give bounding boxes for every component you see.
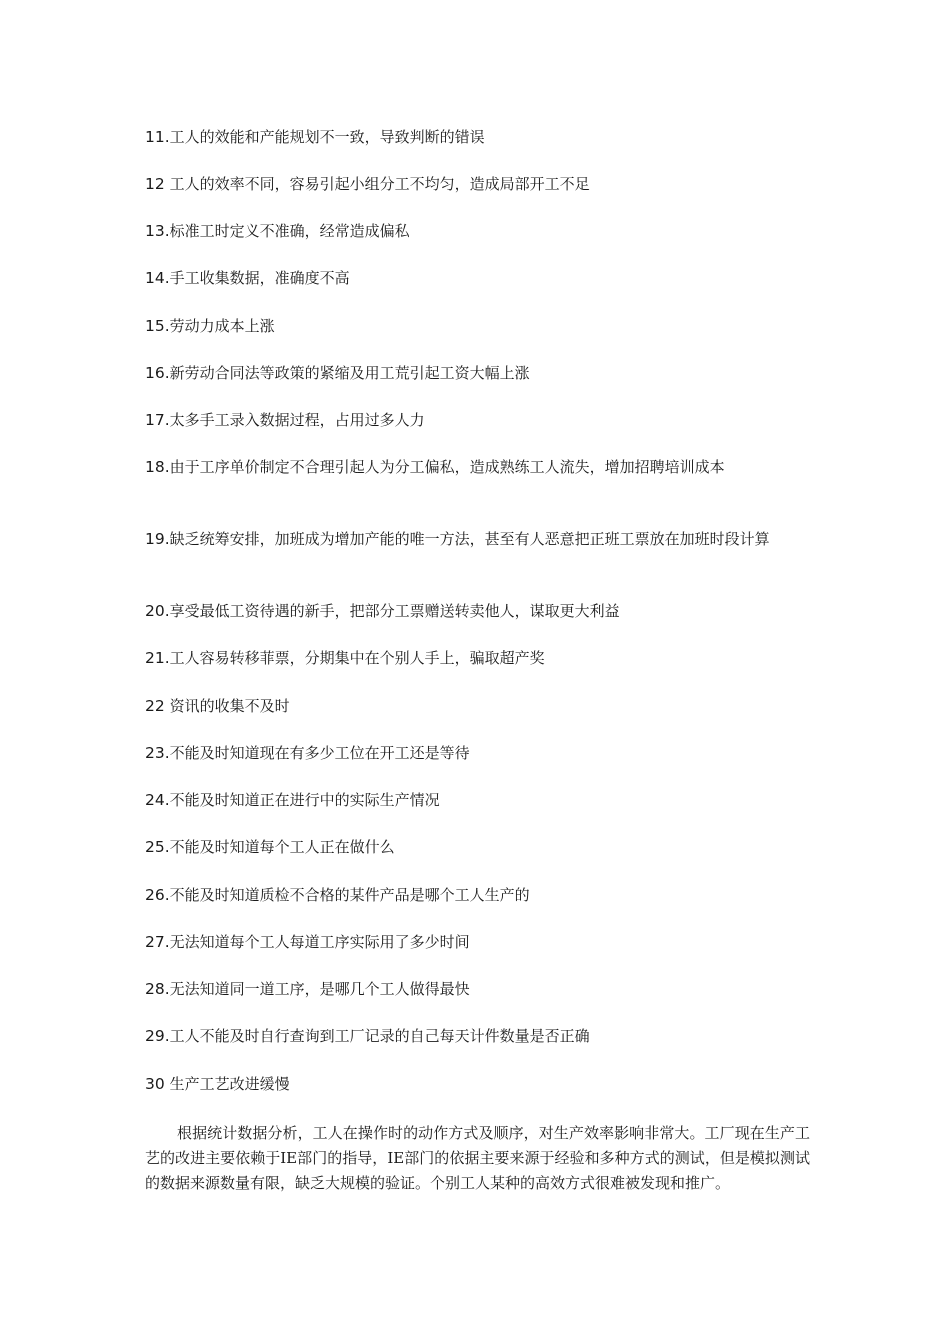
list-item	[145, 265, 810, 291]
item-number: 27.	[145, 933, 170, 951]
item-text: 标准工时定义不准确，经常造成偏私	[169, 222, 410, 240]
list-item	[145, 218, 810, 244]
list-item	[145, 976, 810, 1002]
item-text: 无法知道每个工人每道工序实际用了多少时间	[169, 933, 470, 951]
item-text: 工人的效能和产能规划不一致，导致判断的错误	[169, 128, 485, 146]
item-number: 18.	[145, 458, 170, 476]
item-number: 23.	[145, 744, 170, 762]
list-item	[145, 1071, 810, 1097]
list-item	[145, 929, 810, 955]
item-text: 手工收集数据，准确度不高	[169, 269, 350, 287]
item-number: 28.	[145, 980, 170, 998]
item-number: 14.	[145, 269, 170, 287]
item-text: 不能及时知道质检不合格的某件产品是哪个工人生产的	[169, 886, 530, 904]
item-number: 20.	[145, 602, 170, 620]
list-item	[145, 693, 810, 719]
item-number: 15.	[145, 317, 170, 335]
item-text: 由于工序单价制定不合理引起人为分工偏私，造成熟练工人流失，增加招聘培训成本	[169, 458, 725, 476]
item-number: 26.	[145, 886, 170, 904]
item-text: 不能及时知道现在有多少工位在开工还是等待	[169, 744, 470, 762]
item-number: 13.	[145, 222, 170, 240]
item-text: 生产工艺改进缓慢	[169, 1075, 290, 1093]
item-text: 缺乏统筹安排，加班成为增加产能的唯一方法，甚至有人恶意把正班工票放在加班时段计算	[169, 530, 770, 548]
list-item	[145, 124, 810, 150]
item-text: 工人的效率不同，容易引起小组分工不均匀，造成局部开工不足	[169, 175, 590, 193]
item-text: 资讯的收集不及时	[169, 697, 290, 715]
item-number: 11.	[145, 128, 170, 146]
item-text: 工人容易转移菲票，分期集中在个别人手上，骗取超产奖	[169, 649, 545, 667]
item-number: 16.	[145, 364, 170, 382]
item-text: 劳动力成本上涨	[169, 317, 275, 335]
list-item	[145, 598, 810, 624]
item-number: 25.	[145, 838, 170, 856]
list-item	[145, 407, 810, 433]
list-item	[145, 1023, 810, 1049]
item-text: 不能及时知道每个工人正在做什么	[169, 838, 395, 856]
list-item	[145, 313, 810, 339]
item-number: 19.	[145, 530, 170, 548]
body-paragraph: 根据统计数据分析，工人在操作时的动作方式及顺序，对生产效率影响非常大。工厂现在生产工艺的改进主要依赖于IE部门的指导，IE部门的依据主要来源于经验和多种方式的测试，但是模拟测试的数据来源数量有限，缺乏大规模的验证。个别工人某种的高效方式很难被发现和推广。	[145, 1124, 810, 1192]
item-number: 22	[145, 697, 170, 715]
list-item	[145, 454, 810, 480]
list-item	[145, 882, 810, 908]
item-number: 21.	[145, 649, 170, 667]
item-text: 太多手工录入数据过程，占用过多人力	[169, 411, 425, 429]
item-number: 29.	[145, 1027, 170, 1045]
item-text: 不能及时知道正在进行中的实际生产情况	[169, 791, 440, 809]
list-item	[145, 787, 810, 813]
list-item	[145, 171, 810, 197]
list-item	[145, 740, 810, 766]
list-item	[145, 360, 810, 386]
item-text: 无法知道同一道工序，是哪几个工人做得最快	[169, 980, 470, 998]
list-item	[145, 834, 810, 860]
item-number: 24.	[145, 791, 170, 809]
list-item	[145, 526, 810, 552]
item-number: 30	[145, 1075, 170, 1093]
item-text: 工人不能及时自行查询到工厂记录的自己每天计件数量是否正确	[169, 1027, 590, 1045]
list-item	[145, 645, 810, 671]
item-number: 12	[145, 175, 170, 193]
item-number: 17.	[145, 411, 170, 429]
item-text: 新劳动合同法等政策的紧缩及用工荒引起工资大幅上涨	[169, 364, 530, 382]
item-text: 享受最低工资待遇的新手，把部分工票赠送转卖他人，谋取更大利益	[169, 602, 620, 620]
